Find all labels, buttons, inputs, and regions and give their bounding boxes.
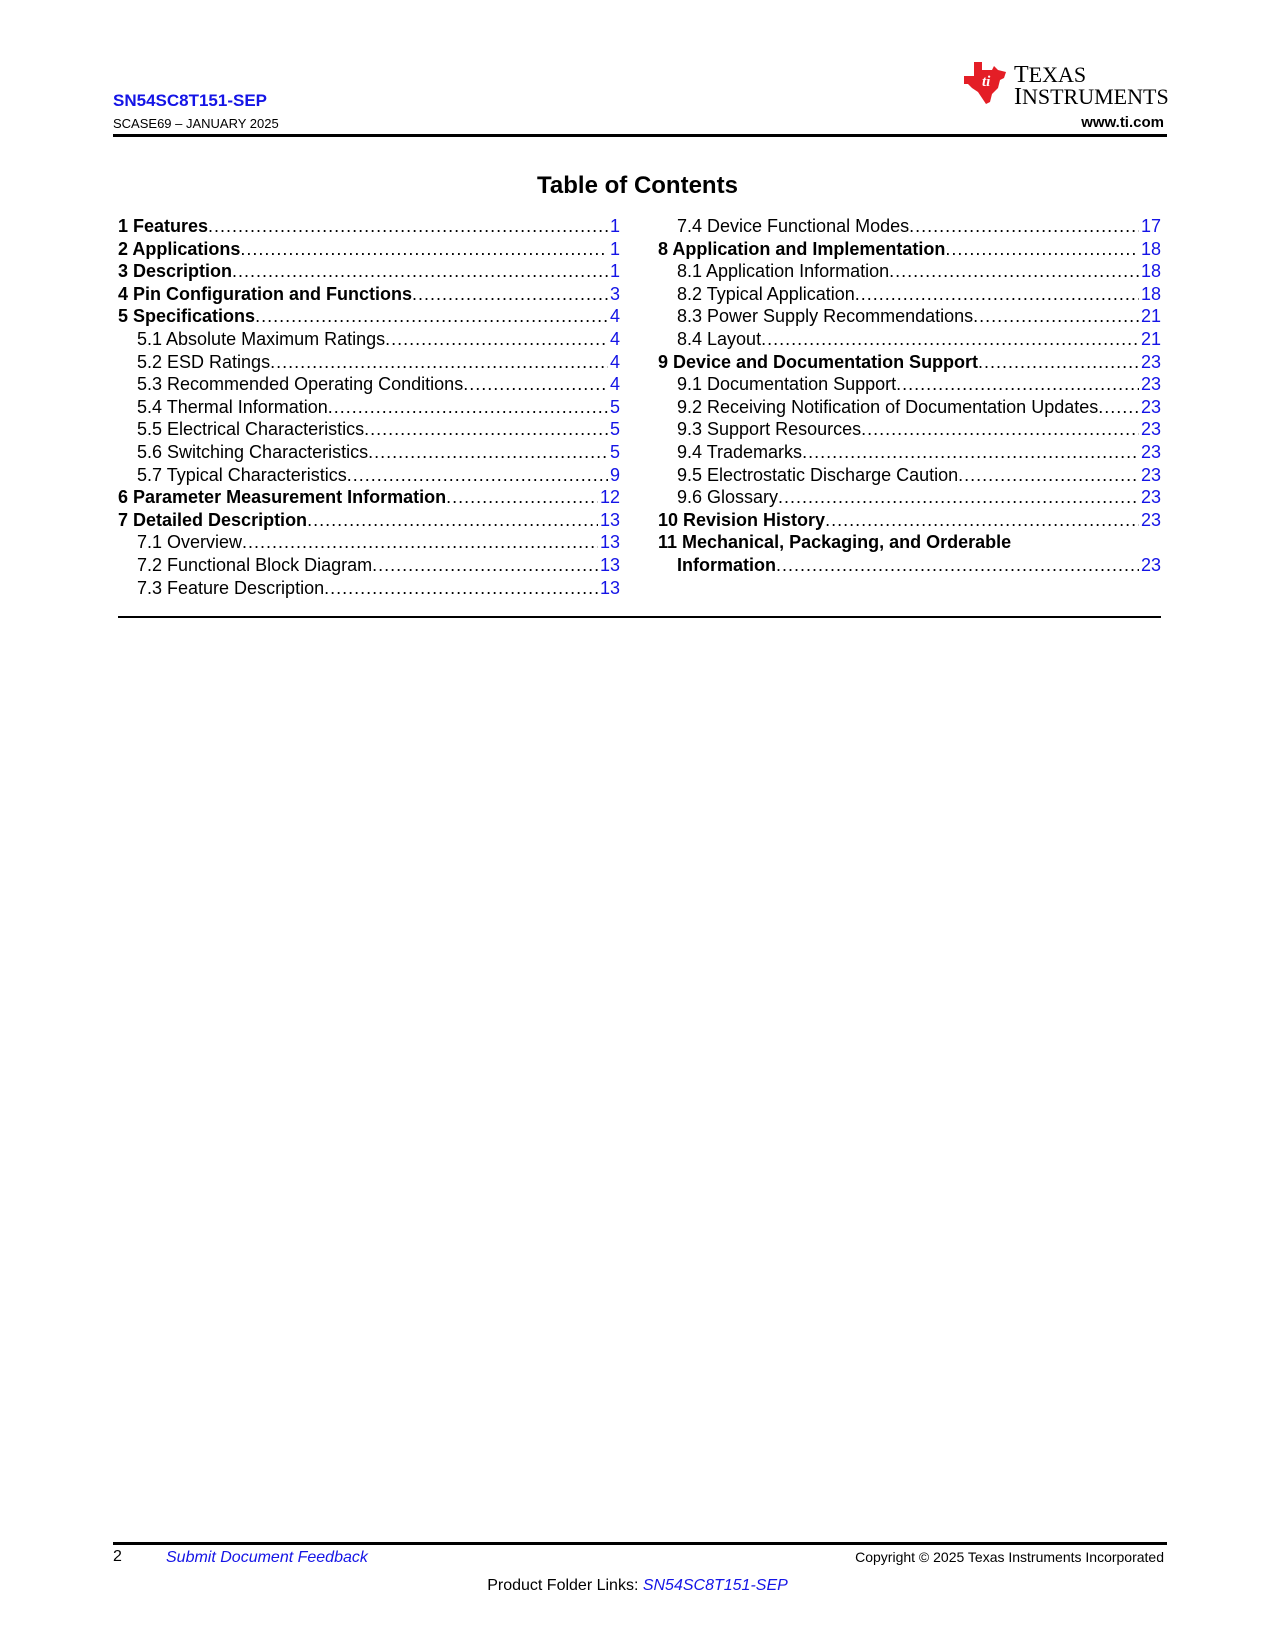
toc-entry-leader-dots [1098,396,1139,419]
toc-entry-label: 8 Application and Implementation [658,238,946,259]
toc-entry-page-link[interactable]: 1 [609,216,620,236]
toc-entry-leader-dots [328,396,608,419]
toc-entry-leader-dots [364,418,608,441]
toc-bottom-rule [118,616,1161,618]
toc-entry[interactable] [658,464,1161,487]
toc-entry-page-link[interactable]: 23 [1140,554,1161,575]
toc-entry-label: 8.3 Power Supply Recommendations [677,306,974,327]
toc-entry[interactable] [658,531,1161,554]
toc-entry-page-link[interactable]: 13 [599,577,620,598]
toc-entry[interactable] [118,509,620,532]
document-id-date: SCASE69 – JANUARY 2025 [113,116,279,131]
toc-entry-label: 5.6 Switching Characteristics [137,441,369,462]
toc-entry-leader-dots [242,531,598,554]
svg-text:ti: ti [982,74,991,90]
toc-entry[interactable] [118,486,620,509]
toc-entry[interactable] [118,554,620,577]
texas-state-ti-logo-icon [962,60,1008,106]
toc-entry[interactable] [658,305,1161,328]
toc-entry-leader-dots [896,373,1139,396]
toc-entry-leader-dots [825,509,1139,532]
submit-feedback-link[interactable]: Submit Document Feedback [166,1549,368,1566]
website-link[interactable]: www.ti.com [1081,114,1164,131]
toc-entry-label: 9.1 Documentation Support [677,374,897,395]
toc-entry[interactable] [118,531,620,554]
toc-entry-label: 8.2 Typical Application [677,283,855,304]
copyright-text: Copyright © 2025 Texas Instruments Incorporated [855,1549,1164,1565]
toc-entry-leader-dots [776,554,1139,577]
toc-entry-page-link[interactable]: 3 [609,283,620,304]
footer-rule [113,1542,1167,1545]
header-rule [113,134,1167,137]
toc-entry-leader-dots [889,260,1139,283]
toc-entry-leader-dots [270,351,608,374]
toc-entry-label: 7.3 Feature Description [137,577,325,598]
toc-entry[interactable] [658,441,1161,464]
toc-entry[interactable] [118,238,620,261]
logo-line2-initial: I [1014,84,1022,110]
toc-entry-page-link[interactable]: 18 [1140,283,1161,304]
logo-line1-rest: EXAS [1028,62,1087,87]
toc-entry-label: 11 Mechanical, Packaging, and Orderable [658,532,1012,553]
toc-entry-label: 3 Description [118,261,233,282]
toc-entry-page-link[interactable]: 4 [609,306,620,327]
toc-entry-page-link[interactable]: 23 [1140,351,1161,372]
toc-entry-leader-dots [945,238,1139,261]
toc-entry[interactable] [118,328,620,351]
toc-entry-label: 7 Detailed Description [118,509,308,530]
toc-entry-page-link[interactable]: 17 [1140,216,1161,236]
toc-entry-leader-dots [463,373,608,396]
toc-entry[interactable] [118,418,620,441]
toc-entry-page-link[interactable]: 5 [609,441,620,462]
toc-entry-label: 2 Applications [118,238,241,259]
toc-entry-page-link[interactable]: 21 [1140,306,1161,327]
toc-entry[interactable] [658,373,1161,396]
toc-entry[interactable] [118,351,620,374]
toc-entry-leader-dots [446,486,598,509]
toc-entry[interactable] [658,238,1161,261]
toc-entry-label: 5.4 Thermal Information [137,396,328,417]
toc-entry-leader-dots [412,283,608,306]
toc-entry-leader-dots [255,305,608,328]
toc-entry[interactable] [118,283,620,306]
toc-entry-label: 5.1 Absolute Maximum Ratings [137,328,386,349]
toc-entry-label: 9.6 Glossary [677,487,779,508]
toc-entry-page-link[interactable]: 23 [1140,464,1161,485]
toc-entry-label: 5.7 Typical Characteristics [137,464,347,485]
toc-entry-leader-dots [368,441,608,464]
product-folder-part-link[interactable]: SN54SC8T151-SEP [642,1577,788,1594]
toc-title: Table of Contents [537,172,738,199]
toc-entry[interactable] [118,260,620,283]
product-folder-links [0,1577,1275,1595]
toc-entry-label: 8.4 Layout [677,328,762,349]
toc-entry-page-link[interactable]: 4 [609,374,620,395]
toc-entry-page-link[interactable]: 13 [599,509,620,530]
logo-line1-initial: T [1014,62,1029,88]
toc-entry-page-link[interactable]: 18 [1140,238,1161,259]
toc-entry-leader-dots [855,283,1139,306]
toc-entry-page-link[interactable]: 23 [1140,487,1161,508]
toc-entry-page-link[interactable]: 18 [1140,261,1161,282]
toc-entry-page-link[interactable]: 12 [599,487,620,508]
toc-entry-leader-dots [958,464,1139,487]
page-number: 2 [113,1548,122,1565]
toc-entry[interactable] [118,373,620,396]
toc-entry-page-link[interactable]: 23 [1140,509,1161,530]
toc-entry-label: 7.1 Overview [137,532,243,553]
toc-entry-label: 6 Parameter Measurement Information [118,487,447,508]
toc-entry-page-link[interactable]: 4 [609,351,620,372]
toc-entry-label: 5.2 ESD Ratings [137,351,271,372]
toc-left-column [118,215,620,599]
toc-entry-label: 8.1 Application Information [677,261,890,282]
toc-entry[interactable] [118,215,620,238]
product-folder-label: Product Folder Links: [487,1577,643,1594]
toc-entry-leader-dots [973,305,1139,328]
toc-entry-label: 1 Features [118,216,209,236]
toc-entry-leader-dots [324,577,598,600]
toc-entry-page-link[interactable]: 5 [609,419,620,440]
toc-entry-leader-dots [778,486,1139,509]
toc-entry-page-link[interactable]: 4 [609,328,620,349]
toc-entry[interactable] [118,305,620,328]
toc-entry-leader-dots [232,260,608,283]
toc-entry-label: 5 Specifications [118,306,256,327]
toc-entry[interactable] [658,215,1161,238]
toc-entry-label: 9.2 Receiving Notification of Documentation Updates [677,396,1099,417]
toc-entry[interactable] [658,260,1161,283]
ti-logo [962,58,1167,112]
toc-entry-label: Information [677,554,776,575]
toc-entry-page-link[interactable]: 23 [1140,441,1161,462]
toc-entry-leader-dots [240,238,608,261]
toc-entry-leader-dots [347,464,608,487]
toc-entry-leader-dots [208,215,608,238]
toc-entry-page-link[interactable]: 23 [1140,419,1161,440]
toc-entry-label: 9 Device and Documentation Support [658,351,979,372]
toc-entry[interactable] [118,464,620,487]
toc-entry[interactable] [658,554,1161,577]
toc-entry[interactable] [658,283,1161,306]
toc-right-column [658,215,1161,577]
toc-entry-page-link[interactable]: 5 [609,396,620,417]
toc-entry-label: 5.3 Recommended Operating Conditions [137,374,464,395]
toc-entry[interactable] [118,441,620,464]
toc-entry-page-link[interactable]: 21 [1140,328,1161,349]
toc-entry-label: 10 Revision History [658,509,826,530]
toc-entry-leader-dots [802,441,1139,464]
toc-entry-leader-dots [385,328,608,351]
toc-entry-label: 9.5 Electrostatic Discharge Caution [677,464,959,485]
toc-entry[interactable] [658,418,1161,441]
toc-entry[interactable] [658,351,1161,374]
toc-entry-label: 5.5 Electrical Characteristics [137,419,365,440]
toc-entry-label: 7.4 Device Functional Modes [677,216,910,236]
toc-entry-page-link[interactable]: 1 [609,238,620,259]
logo-line2-rest: NSTRUMENTS [1022,84,1169,109]
toc-entry[interactable] [658,486,1161,509]
toc-entry-label: 9.4 Trademarks [677,441,803,462]
toc-entry[interactable] [118,396,620,419]
toc-entry-leader-dots [861,418,1139,441]
toc-entry-label: 9.3 Support Resources [677,419,862,440]
toc-entry[interactable] [118,577,620,600]
toc-entry-leader-dots [307,509,598,532]
toc-entry-page-link[interactable]: 9 [609,464,620,485]
toc-entry-page-link[interactable]: 13 [599,554,620,575]
toc-entry-page-link[interactable]: 1 [609,261,620,282]
toc-entry-leader-dots [978,351,1139,374]
toc-entry[interactable] [658,328,1161,351]
toc-entry[interactable] [658,509,1161,532]
toc-entry-label: 4 Pin Configuration and Functions [118,283,412,304]
toc-entry-page-link[interactable]: 13 [599,532,620,553]
toc-entry-page-link[interactable]: 23 [1140,396,1161,417]
part-number-link[interactable]: SN54SC8T151-SEP [113,91,268,110]
toc-entry-leader-dots [372,554,598,577]
toc-entry-leader-dots [909,215,1139,238]
toc-entry-leader-dots [761,328,1139,351]
toc-entry[interactable] [658,396,1161,419]
toc-entry-label: 7.2 Functional Block Diagram [137,554,373,575]
toc-entry-page-link[interactable]: 23 [1140,374,1161,395]
